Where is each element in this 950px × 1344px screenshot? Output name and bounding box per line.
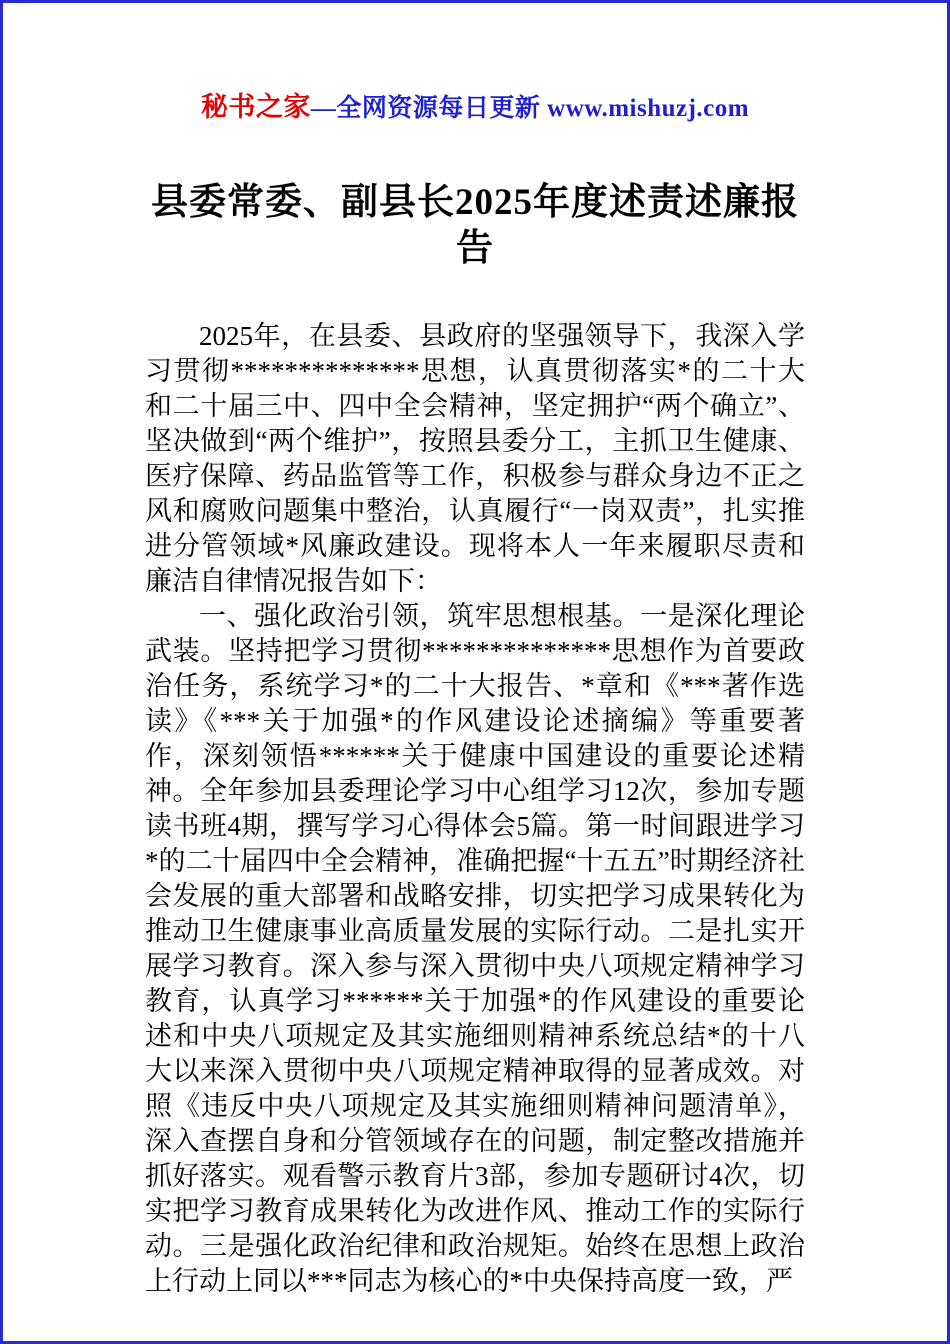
document-page	[3, 3, 947, 1341]
site-tagline: —全网资源每日更新 www.mishuzj.com	[310, 95, 750, 122]
site-header	[145, 85, 805, 124]
site-brand-name: 秘书之家	[200, 92, 311, 122]
paragraph-intro: 2025年，在县委、县政府的坚强领导下，我深入学习贯彻**************思想，认真贯彻落实*的二十大和二十届三中、四中全会精神，坚定拥护“两个确立”、坚决做到“两个维护”，按照县委分工，主抓卫生健康、医疗保障、药品监管等工作，积极参与群众身边不正之风和腐败问题集中整治，认真履行“一岗双责”，扎实推进分管领域*风廉政建设。现将本人一年来履职尽责和廉洁自律情况报告如下：	[145, 320, 805, 596]
paragraph-section-one: 一、强化政治引领，筑牢思想根基。一是深化理论武装。坚持把学习贯彻**************思想作为首要政治任务，系统学习*的二十大报告、*章和《***著作选读》《***关于加强*的作风建设论述摘编》等重要著作，深刻领悟******关于健康中国建设的重要论述精神。全年参加县委理论学习中心组学习12次，参加专题读书班4期，撰写学习心得体会5篇。第一时间跟进学习*的二十届四中全会精神，准确把握“十五五”时期经济社会发展的重大部署和战略安排，切实把学习成果转化为推动卫生健康事业高质量发展的实际行动。二是扎实开展学习教育。深入参与深入贯彻中央八项规定精神学习教育，认真学习******关于加强*的作风建设的重要论述和中央八项规定及其实施细则精神系统总结*的十八大以来深入贯彻中央八项规定精神取得的显著成效。对照《违反中央八项规定及其实施细则精神问题清单》，深入查摆自身和分管领域存在的问题，制定整改措施并抓好落实。观看警示教育片3部，参加专题研讨4次，切实把学习教育成果转化为改进作风、推动工作的实际行动。三是强化政治纪律和政治规矩。始终在思想上政治上行动上同以***同志为核心的*中央保持高度一致，严	[145, 600, 805, 1296]
document-title: 县委常委、副县长2025年度述责述廉报告	[151, 182, 799, 270]
document-body	[145, 319, 805, 1299]
